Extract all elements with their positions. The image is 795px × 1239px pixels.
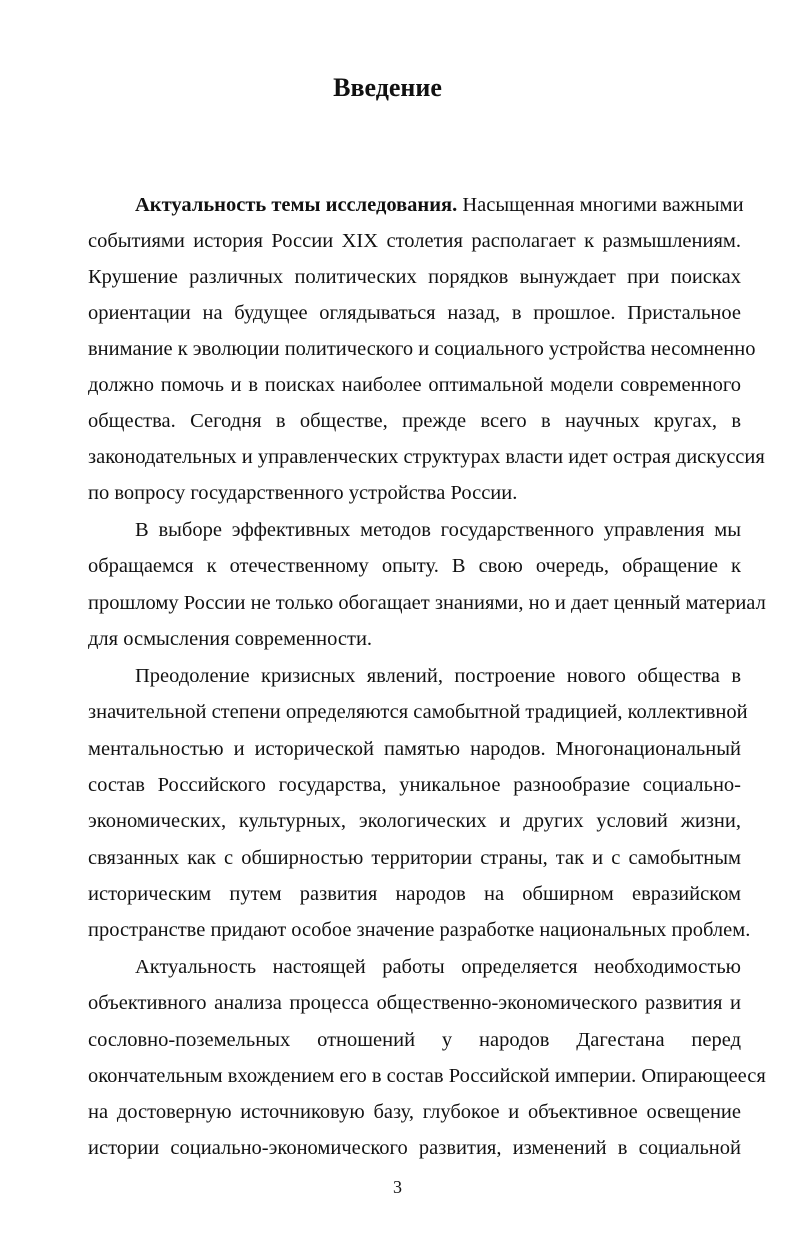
paragraph-line: значительной степени определяются самобытной традицией, коллективной — [88, 701, 748, 723]
paragraph-line: обращаемся к отечественному опыту. В свою очередь, обращение к — [88, 555, 741, 577]
paragraph-line: окончательным вхождением его в состав Российской империи. Опирающееся — [88, 1065, 766, 1087]
paragraph-line: Преодоление кризисных явлений, построение нового общества в — [135, 665, 741, 687]
paragraph-line: прошлому России не только обогащает знаниями, но и дает ценный материал — [88, 592, 766, 614]
paragraph-line: истории социально-экономического развития, изменений в социальной — [88, 1137, 741, 1159]
paragraph-line: ориентации на будущее оглядываться назад, в прошлое. Пристальное — [88, 302, 741, 324]
paragraph-line: внимание к эволюции политического и социального устройства несомненно — [88, 338, 756, 360]
paragraph-line: сословно-поземельных отношений у народов Дагестана перед — [88, 1029, 741, 1051]
paragraph-line: связанных как с обширностью территории страны, так и с самобытным — [88, 847, 741, 869]
paragraph-line: состав Российского государства, уникальное разнообразие социально- — [88, 774, 741, 796]
paragraph-line: В выборе эффективных методов государственного управления мы — [135, 519, 741, 541]
paragraph-line: событиями история России XIX столетия располагает к размышлениям. — [88, 230, 741, 252]
paragraph-line: историческим путем развития народов на обширном евразийском — [88, 883, 741, 905]
paragraph-line: Крушение различных политических порядков вынуждает при поисках — [88, 266, 741, 288]
paragraph-line: для осмысления современности. — [88, 628, 373, 650]
line-text: Насыщенная многими важными — [457, 194, 744, 216]
paragraph-line: на достоверную источниковую базу, глубокое и объективное освещение — [88, 1101, 741, 1123]
bold-lead: Актуальность темы исследования. — [135, 194, 458, 216]
paragraph-line: экономических, культурных, экологических и других условий жизни, — [88, 810, 741, 832]
page-title: Введение — [333, 73, 442, 102]
page-number: 3 — [393, 1177, 402, 1197]
paragraph-line — [135, 192, 744, 218]
paragraph-line: пространстве придают особое значение разработке национальных проблем. — [88, 919, 751, 941]
paragraph-line: Актуальность настоящей работы определяется необходимостью — [135, 956, 741, 978]
paragraph-line: ментальностью и исторической памятью народов. Многонациональный — [88, 738, 741, 760]
paragraph-line: законодательных и управленческих структурах власти идет острая дискуссия — [88, 446, 765, 468]
paragraph-line: общества. Сегодня в обществе, прежде всего в научных кругах, в — [88, 410, 741, 432]
paragraph-line: по вопросу государственного устройства России. — [88, 482, 518, 504]
paragraph-line: должно помочь и в поисках наиболее оптимальной модели современного — [88, 374, 741, 396]
paragraph-line: объективного анализа процесса общественно-экономического развития и — [88, 992, 741, 1014]
